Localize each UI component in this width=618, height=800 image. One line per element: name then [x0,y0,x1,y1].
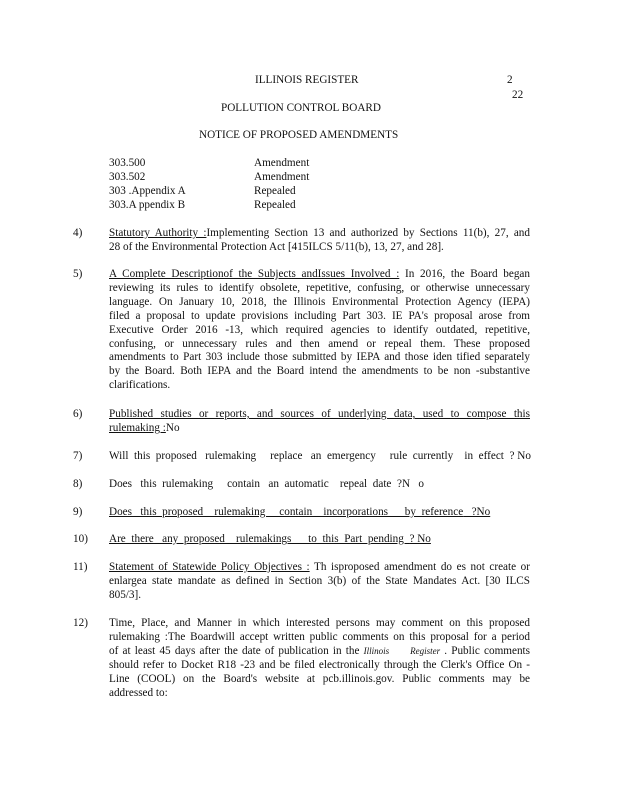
section-action: Amendment [254,157,310,169]
item-number: 6) [73,408,83,420]
item-heading: Are there any proposed rulemakings to this Part pending [109,533,410,545]
section-id: 303.A ppendix B [109,199,186,211]
item-12-text: Time, Place, and Manner in which interested persons may comment on this proposed rulemaking :The Boardwill accept written public comments on this proposal for a period of at least 45 days after the date of publication in the Illinois Register . Public comments should refer to Docket R18 -23 and be filed electronically through the Clerk's Office On - Line (COOL) on the Board's website at pcb.illinois.gov. Public comments may be addressed to: [109,617,531,699]
item-11-text: Statement of Statewide Policy Objectives : Th isproposed amendment do es not create or enlargea state mandate as defined in Section 3(b) of the State Mandates Act. [30 ILCS 805/3]. [109,561,530,601]
item-number: 9) [73,506,83,518]
register-title: ILLINOIS REGISTER [255,74,359,86]
item-heading: Statutory Authority : [109,227,207,239]
item-number: 10) [73,533,88,545]
notice-title: NOTICE OF PROPOSED AMENDMENTS [199,129,399,141]
board-title: POLLUTION CONTROL BOARD [221,102,381,114]
item-heading: Does this proposed rulemaking contain incorporations by reference [109,506,464,518]
page-number-a: 2 [507,74,513,86]
page-number-b: 22 [512,89,524,101]
section-id: 303 .Appendix A [109,185,186,197]
section-id: 303.500 [109,157,146,169]
item-heading: Published studies or reports, and sources of underlying data, used to compose this [109,408,530,420]
item-number: 5) [73,268,83,280]
section-action: Amendment [254,171,310,183]
item-answer: ? No [409,533,431,545]
item-7-text: Will this proposed rulemaking replace an emergency rule currently in effect ? No [109,450,531,462]
item-heading: A Complete Descriptionof the Subjects andIssues Involved : [109,268,400,280]
item-6-text [109,408,530,436]
item-heading: rulemaking : [109,421,166,434]
item-9-text [109,506,490,520]
item-number: 11) [73,561,88,573]
register-italic: Register [410,645,441,656]
item-answer: No [165,421,180,434]
item-number: 7) [73,450,83,462]
item-5-text: A Complete Descriptionof the Subjects andIssues Involved : In 2016, the Board began reviewing its rules to identify obsolete, repetitive, confusing, or otherwise unnecessary language. On January 10, 2018, the Illinois Environmental Protection Agency (IEPA) filed a proposal to update provisions including Part 303. IE PA's proposal arose from Executive Order 2016 -13, which required agencies to identify outdated, repetitive, confusing, or unnecessary rules and then amend or repeal them. These proposed amendments to Part 303 include those submitted by IEPA and those iden tified separately by the Board. Both IEPA and the Board intend the amendments to be non -substantive clarifications. [109,268,530,392]
item-number: 8) [73,478,83,490]
item-number: 4) [73,227,83,239]
item-4-text: Statutory Authority :Implementing Section 13 and authorized by Sections 11(b), 27, and 28 of the Environmental Protection Act [415ILCS 5/11(b), 13, 27, and 28]. [109,227,530,253]
item-answer: ?No [463,506,491,518]
item-heading: Statement of Statewide Policy Objectives : [109,561,310,573]
section-action: Repealed [254,185,296,197]
section-action: Repealed [254,199,296,211]
item-8-text: Does this rulemaking contain an automatic repeal date ?N o [109,478,425,490]
item-10-text [109,533,431,547]
section-id: 303.502 [109,171,146,183]
item-number: 12) [73,617,88,629]
illinois-italic: Illinois [363,645,390,656]
